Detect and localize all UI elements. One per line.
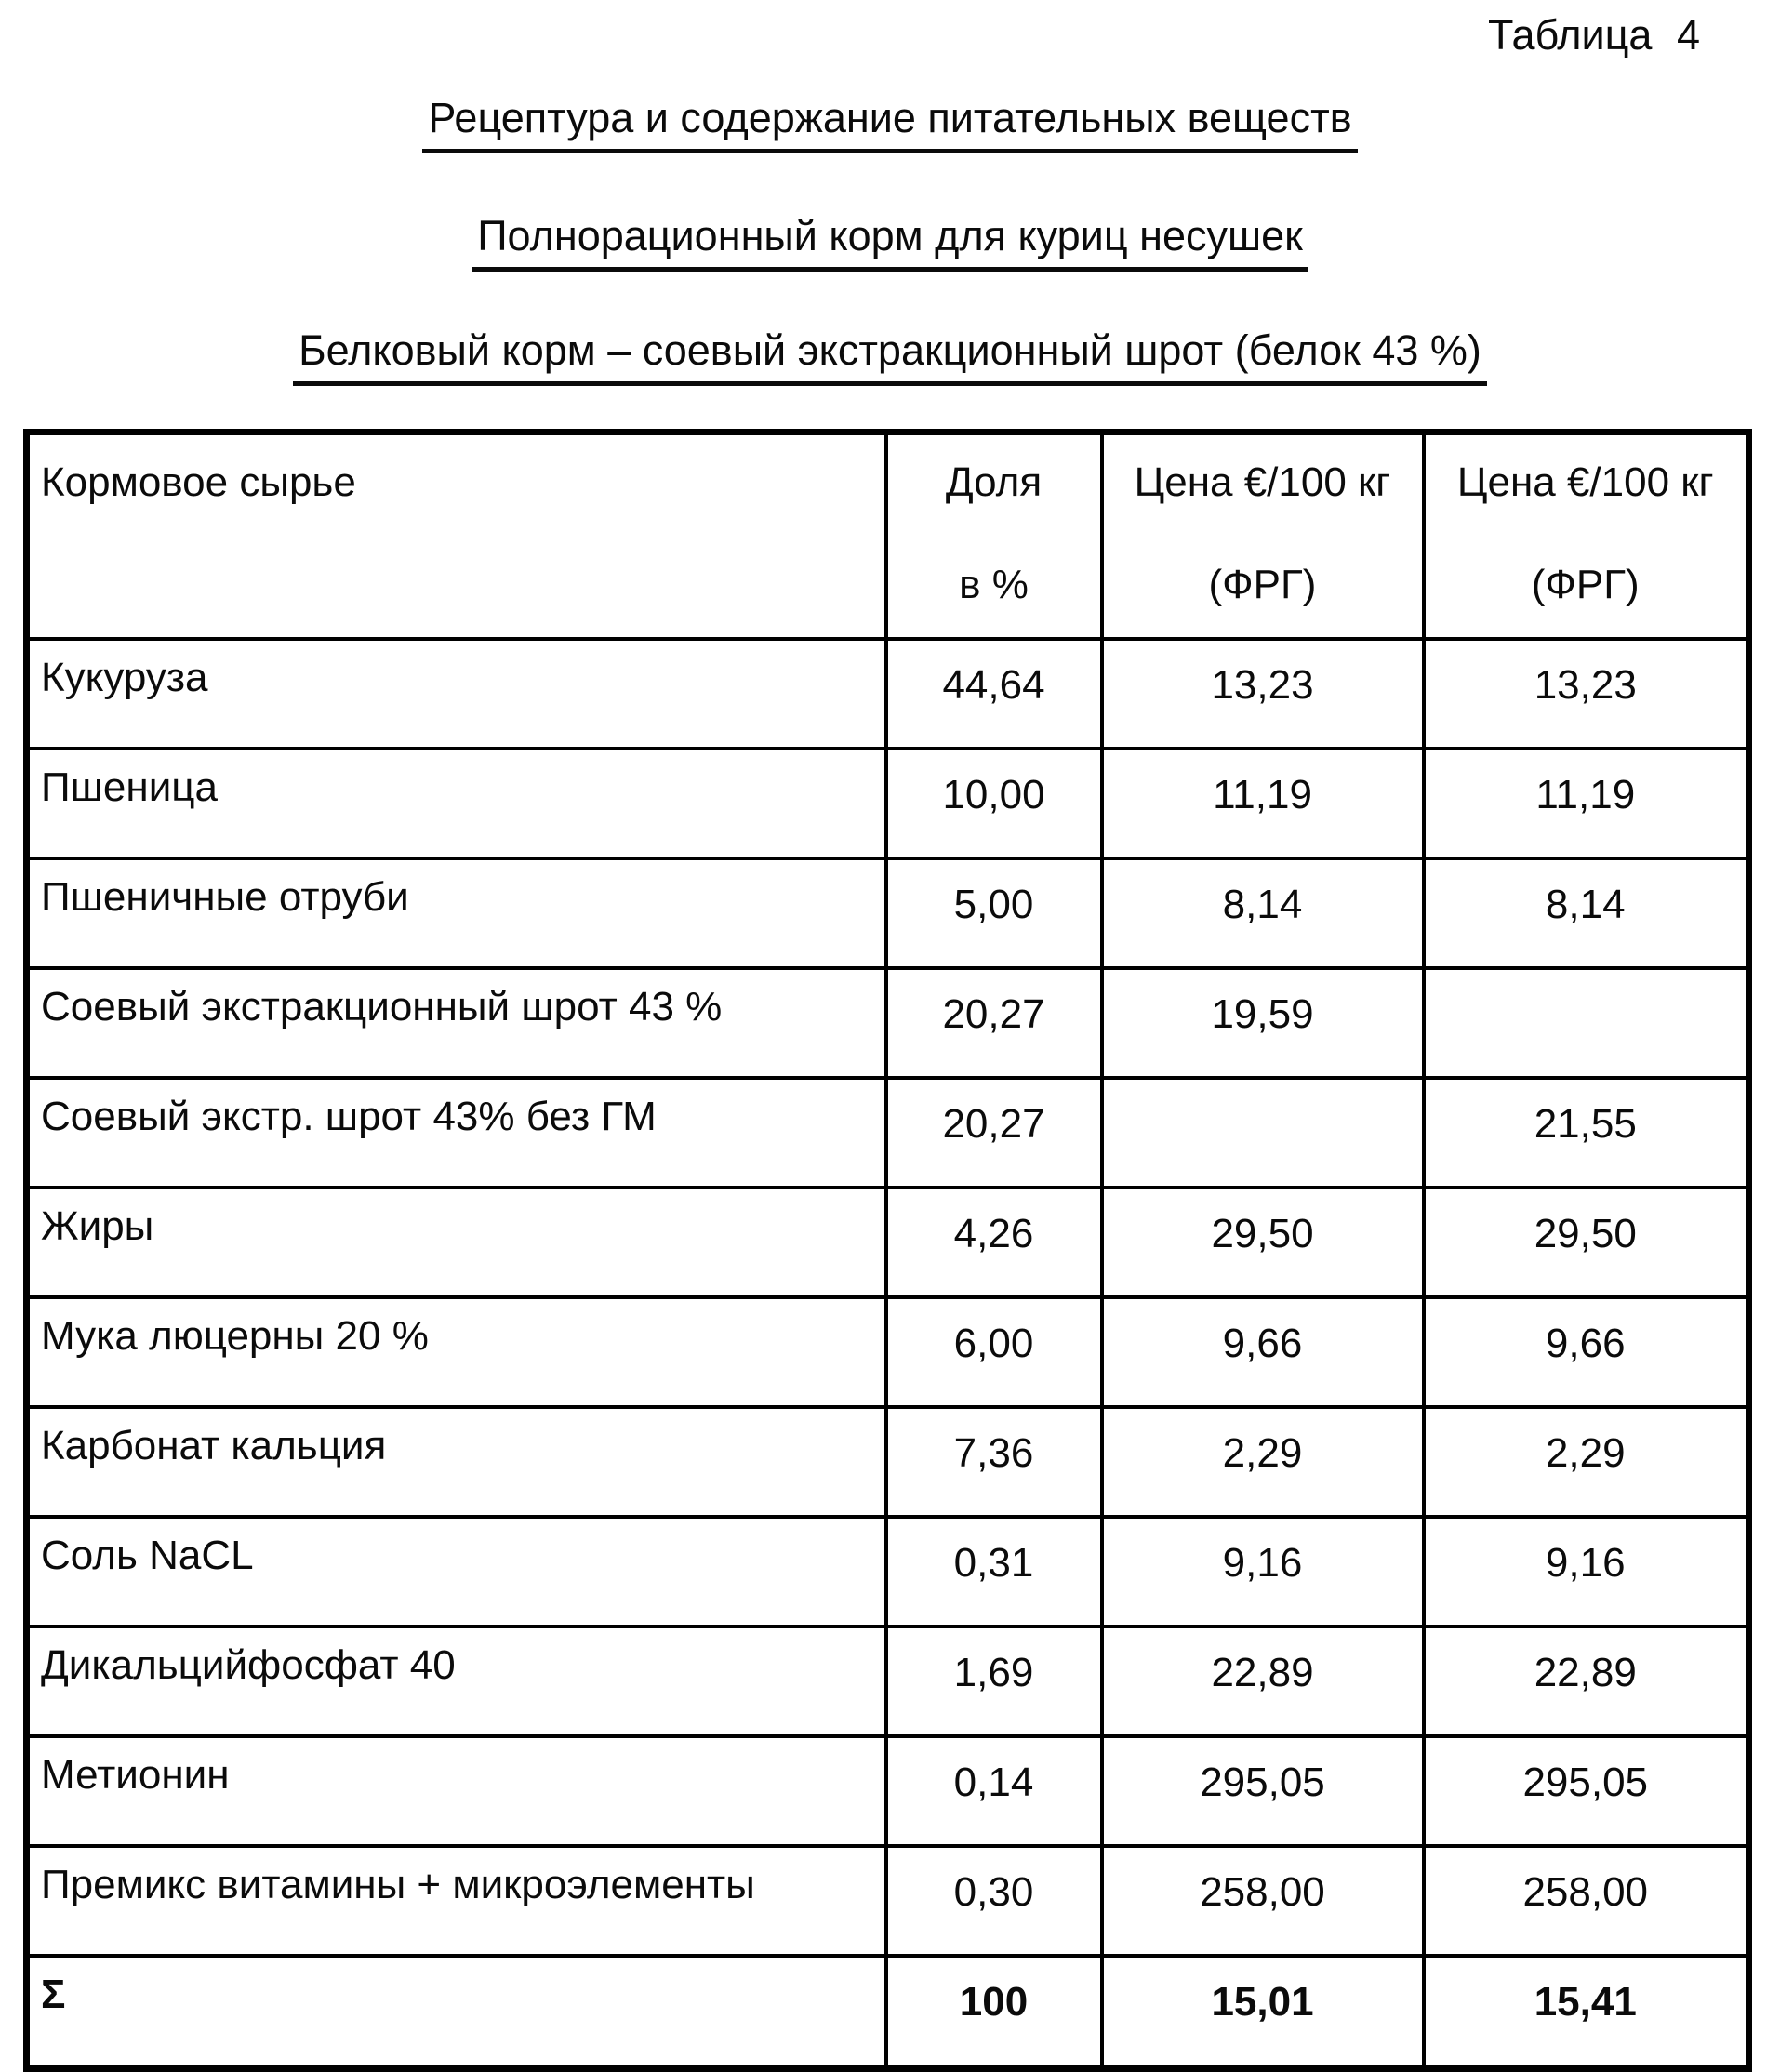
header-price-2-label: Цена €/100 кг [1456, 459, 1714, 505]
price-frg-1-value: 19,59 [1102, 968, 1424, 1078]
feedstock-name: Соль NaCL [27, 1517, 886, 1627]
price-frg-2-value: 11,19 [1424, 749, 1749, 858]
price-frg-1-value: 29,50 [1102, 1188, 1424, 1297]
feedstock-name: Дикальцийфосфат 40 [27, 1627, 886, 1736]
header-row [27, 432, 1749, 639]
price-frg-2-value: 29,50 [1424, 1188, 1749, 1297]
table-row [27, 1846, 1749, 1956]
table-row [27, 968, 1749, 1078]
table-row [27, 1078, 1749, 1188]
table-row [27, 1627, 1749, 1736]
header-share [886, 432, 1102, 639]
price-frg-1-value: 295,05 [1102, 1736, 1424, 1846]
price-frg-1-value: 22,89 [1102, 1627, 1424, 1736]
share-value: 10,00 [886, 749, 1102, 858]
share-value: 20,27 [886, 1078, 1102, 1188]
total-sigma-label: Σ [27, 1956, 886, 2069]
header-price-2-region: (ФРГ) [1531, 562, 1640, 607]
table-row [27, 639, 1749, 749]
table-row [27, 858, 1749, 968]
header-share-label: Доля [945, 459, 1043, 505]
header-price-1 [1102, 432, 1424, 639]
price-frg-1-value: 2,29 [1102, 1407, 1424, 1517]
share-value: 6,00 [886, 1297, 1102, 1407]
share-value: 7,36 [886, 1407, 1102, 1517]
doc-title-recipe [0, 95, 1780, 153]
share-value: 44,64 [886, 639, 1102, 749]
table-body [27, 639, 1749, 1956]
price-frg-1-value: 13,23 [1102, 639, 1424, 749]
feedstock-name: Пшеница [27, 749, 886, 858]
share-value: 0,14 [886, 1736, 1102, 1846]
price-frg-2-value: 9,66 [1424, 1297, 1749, 1407]
feedstock-name: Премикс витамины + микроэлементы [27, 1846, 886, 1956]
header-feedstock-label: Кормовое сырье [41, 459, 356, 505]
share-value: 0,31 [886, 1517, 1102, 1627]
feedstock-name: Соевый экстракционный шрот 43 % [27, 968, 886, 1078]
feedstock-name: Жиры [27, 1188, 886, 1297]
doc-title-feed-type-text: Полнорационный корм для куриц несушек [472, 213, 1308, 272]
header-price-2 [1424, 432, 1749, 639]
feedstock-name: Карбонат кальция [27, 1407, 886, 1517]
price-frg-1-value: 9,66 [1102, 1297, 1424, 1407]
header-share-unit: в % [959, 562, 1029, 607]
price-frg-1-value: 258,00 [1102, 1846, 1424, 1956]
total-share-value: 100 [886, 1956, 1102, 2069]
doc-title-feed-type [0, 213, 1780, 272]
feedstock-name: Кукуруза [27, 639, 886, 749]
total-price-2-value: 15,41 [1424, 1956, 1749, 2069]
price-frg-2-value: 8,14 [1424, 858, 1749, 968]
price-frg-2-value: 2,29 [1424, 1407, 1749, 1517]
table-row [27, 1407, 1749, 1517]
share-value: 0,30 [886, 1846, 1102, 1956]
feedstock-name: Пшеничные отруби [27, 858, 886, 968]
price-frg-2-value: 13,23 [1424, 639, 1749, 749]
price-frg-2-value [1424, 968, 1749, 1078]
doc-title-recipe-text: Рецептура и содержание питательных веществ [422, 95, 1357, 153]
price-frg-1-value: 9,16 [1102, 1517, 1424, 1627]
header-price-1-label: Цена €/100 кг [1134, 459, 1391, 505]
share-value: 5,00 [886, 858, 1102, 968]
feedstock-name: Соевый экстр. шрот 43% без ГМ [27, 1078, 886, 1188]
feed-recipe-table [23, 429, 1752, 2072]
share-value: 1,69 [886, 1627, 1102, 1736]
feedstock-name: Мука люцерны 20 % [27, 1297, 886, 1407]
price-frg-2-value: 258,00 [1424, 1846, 1749, 1956]
price-frg-1-value [1102, 1078, 1424, 1188]
share-value: 4,26 [886, 1188, 1102, 1297]
price-frg-1-value: 11,19 [1102, 749, 1424, 858]
header-feedstock [27, 432, 886, 639]
share-value: 20,27 [886, 968, 1102, 1078]
total-row [27, 1956, 1749, 2069]
feedstock-name: Метионин [27, 1736, 886, 1846]
table-number-label: Таблица 4 [1488, 11, 1700, 59]
price-frg-2-value: 9,16 [1424, 1517, 1749, 1627]
table-row [27, 749, 1749, 858]
total-price-1-value: 15,01 [1102, 1956, 1424, 2069]
header-price-1-region: (ФРГ) [1208, 562, 1317, 607]
price-frg-2-value: 295,05 [1424, 1736, 1749, 1846]
table-row [27, 1188, 1749, 1297]
doc-title-protein-feed-text: Белковый корм – соевый экстракционный шрот (белок 43 %) [293, 327, 1487, 386]
table-row [27, 1297, 1749, 1407]
price-frg-1-value: 8,14 [1102, 858, 1424, 968]
price-frg-2-value: 22,89 [1424, 1627, 1749, 1736]
table-row [27, 1736, 1749, 1846]
doc-title-protein-feed [0, 327, 1780, 386]
table-row [27, 1517, 1749, 1627]
price-frg-2-value: 21,55 [1424, 1078, 1749, 1188]
